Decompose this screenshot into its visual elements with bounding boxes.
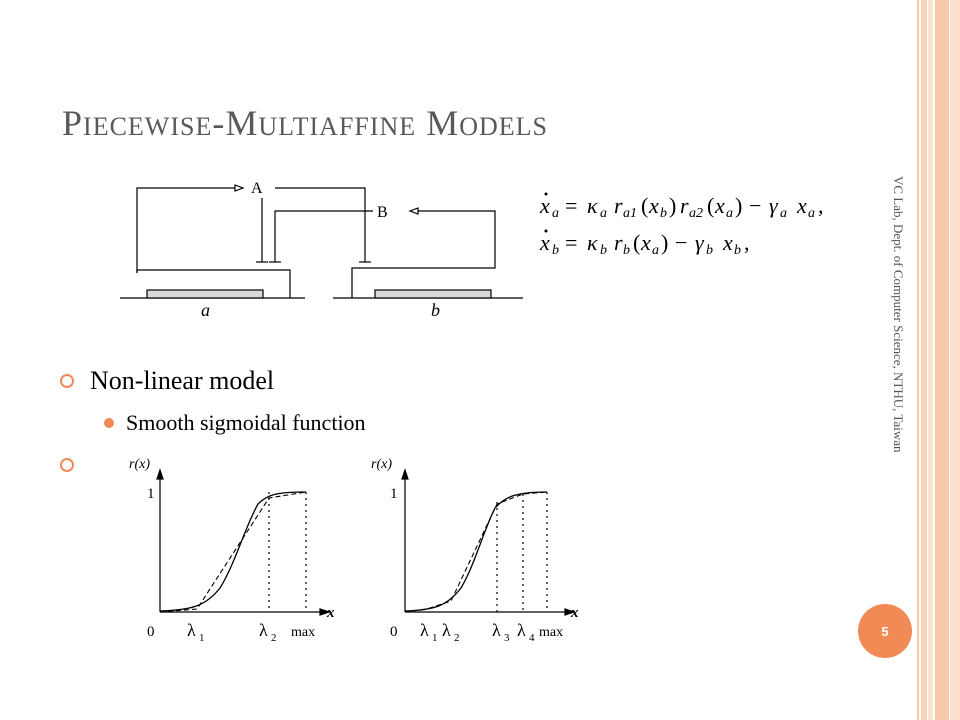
left-tick-1: λ (187, 620, 196, 640)
eq2-paren-close: ) (661, 230, 669, 255)
bullet-level2 (104, 410, 366, 436)
left-max: max (291, 625, 316, 640)
eq1-gamma: γ (769, 193, 778, 218)
page-number-badge (858, 604, 912, 658)
right-max: max (539, 625, 564, 640)
label-B: B (377, 204, 388, 221)
left-y-one: 1 (147, 486, 155, 502)
right-x-zero: 0 (390, 624, 398, 640)
right-tick-4: λ (517, 620, 526, 640)
side-stripe-3 (935, 0, 949, 720)
bullet-level1-empty (60, 450, 90, 480)
right-tick-1: λ (420, 620, 429, 640)
gene-b-label: b (431, 300, 440, 320)
eq2-comma: , (744, 230, 750, 255)
side-stripe-thin (917, 0, 919, 720)
side-stripe-1 (921, 0, 927, 720)
right-tick-4-sub: 4 (529, 632, 535, 644)
right-tick-3-sub: 3 (504, 632, 510, 644)
right-tick-1-sub: 1 (432, 632, 438, 644)
eq2-r1: r (614, 230, 623, 255)
bullet-dot-icon (104, 418, 114, 428)
eq1-comma: , (818, 193, 824, 218)
sigmoid-plot-left (125, 452, 340, 647)
eq2-gamma-sub: b (706, 243, 713, 258)
eq2-kappa-sub: b (600, 243, 607, 258)
bullet-level1 (60, 366, 274, 396)
page-number: 5 (881, 623, 889, 639)
sigmoid-plot-right (365, 452, 585, 647)
eq2-gamma: γ (695, 230, 704, 255)
gene-a-label: a (201, 300, 210, 320)
bullet-ring-icon (60, 374, 74, 388)
eq1-equals: = (565, 193, 578, 218)
right-y-one: 1 (390, 486, 398, 502)
right-tick-3: λ (492, 620, 501, 640)
gene-circuit-diagram (115, 170, 530, 320)
page-title: PIECEWISE-MULTIAFFINE MODELS (62, 103, 548, 143)
eq1-x-tail-sub: a (808, 206, 815, 221)
eq1-r1-sub: a1 (623, 206, 637, 221)
eq1-r1-arg: x (649, 193, 659, 218)
left-tick-2: λ (259, 620, 268, 640)
bullet-level1-text: Non-linear model (90, 366, 275, 395)
label-A: A (251, 180, 263, 197)
eq2-x-tail: x (723, 230, 733, 255)
eq2-paren-open: ( (633, 230, 641, 255)
right-ylabel: r(x) (371, 457, 392, 472)
eq1-lhs-sub: a (552, 206, 559, 221)
eq1-r2-sub: a2 (689, 206, 703, 221)
bullet-ring-icon (60, 458, 74, 472)
eq1-kappa-sub: a (600, 206, 607, 221)
eq1-r2-arg: x (715, 193, 725, 218)
bullet-level2-text: Smooth sigmoidal function (126, 410, 366, 435)
eq1-paren-open-1: ( (641, 193, 649, 218)
eq2-r1-arg: x (641, 230, 651, 255)
eq1-gamma-sub: a (780, 206, 787, 221)
eq2-lhs-sub: b (552, 243, 559, 258)
right-tick-2-sub: 2 (454, 632, 460, 644)
eq2-r1-sub: b (623, 243, 630, 258)
left-x-zero: 0 (147, 624, 155, 640)
left-tick-1-sub: 1 (199, 632, 205, 644)
eq1-r1-arg-sub: b (660, 206, 667, 221)
eq1-r1: r (614, 193, 623, 218)
eq2-minus: − (675, 230, 688, 255)
eq1-minus: − (749, 193, 762, 218)
side-stripe-2 (928, 0, 933, 720)
left-ylabel: r(x) (129, 457, 150, 472)
eq2-lhs-var: x (540, 230, 550, 255)
eq1-paren-close-1: ) (669, 193, 677, 218)
ode-equations (535, 186, 855, 266)
eq2-kappa: κ (587, 230, 598, 255)
eq1-r2-arg-sub: a (726, 206, 733, 221)
left-xlabel: x (327, 605, 335, 621)
eq1-x-tail: x (797, 193, 807, 218)
eq1-lhs-var: x (540, 193, 550, 218)
eq2-r1-arg-sub: a (652, 243, 659, 258)
eq1-paren-open-2: ( (707, 193, 715, 218)
eq1-r2: r (680, 193, 689, 218)
side-footer-text: VC Lab, Dept. of Computer Science, NTHU, Taiwan (891, 176, 906, 453)
eq2-equals: = (565, 230, 578, 255)
right-xlabel: x (571, 605, 579, 621)
right-tick-2: λ (442, 620, 451, 640)
side-stripe-4 (950, 0, 960, 720)
eq1-kappa: κ (587, 193, 598, 218)
eq2-x-tail-sub: b (734, 243, 741, 258)
eq1-paren-close-2: ) (735, 193, 743, 218)
left-tick-2-sub: 2 (271, 632, 277, 644)
